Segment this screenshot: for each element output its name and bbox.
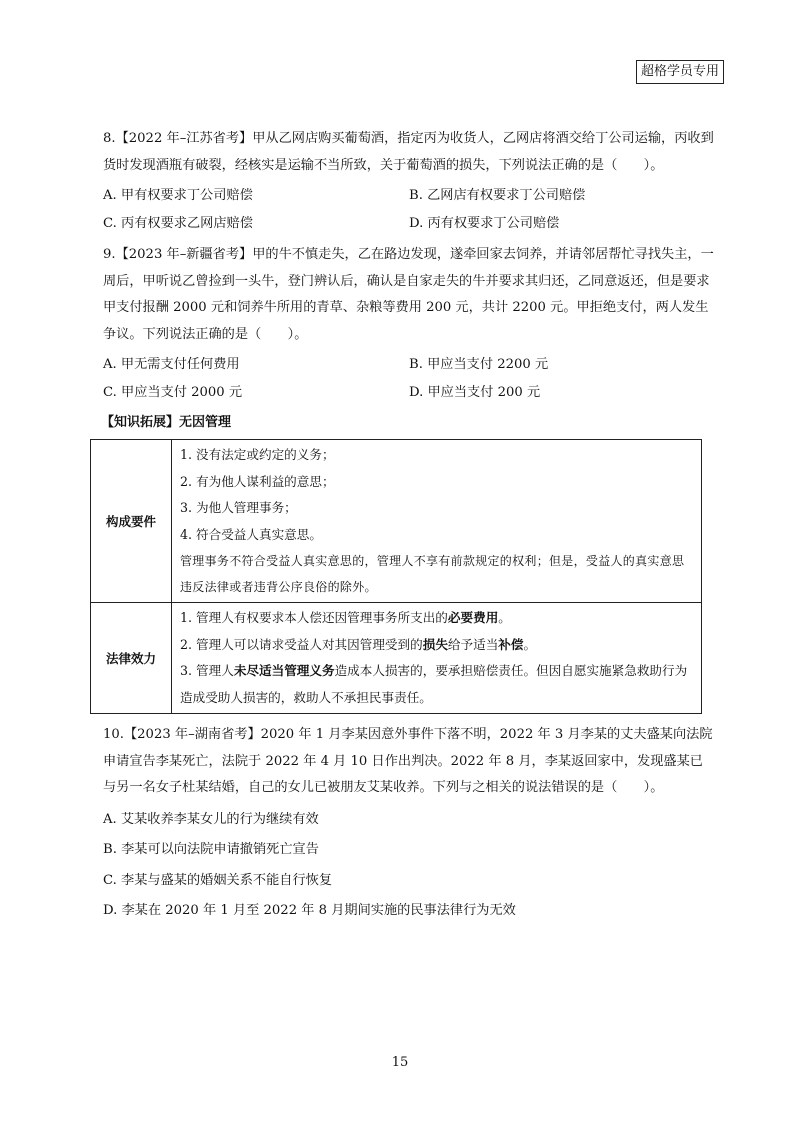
emphasis-text: 补偿 [498, 636, 524, 652]
question-10-option-c: C. 李某与盛某的婚姻关系不能自行恢复 [103, 872, 333, 888]
page-number: 15 [391, 1055, 409, 1070]
emphasis-text: 必要费用 [447, 610, 499, 625]
question-9-option-b: B. 甲应当支付 2200 元 [409, 357, 549, 372]
question-8-options [103, 182, 715, 238]
row-body-legal-effect [172, 603, 702, 714]
row-label-legal-effect: 法律效力 [91, 603, 172, 714]
effect-item-2: 2. 管理人可以请求受益人对其因管理受到的损失给予适当补偿。 [180, 636, 537, 652]
row-body-requirements [172, 440, 702, 603]
question-9-options [103, 351, 715, 407]
question-9-option-d: D. 甲应当支付 200 元 [409, 385, 541, 400]
question-10-options [103, 805, 715, 927]
knowledge-table [90, 439, 702, 714]
table-row [91, 603, 702, 714]
question-9-option-c: C. 甲应当支付 2000 元 [103, 385, 243, 400]
requirement-item: 3. 为他人管理事务； [180, 500, 297, 515]
requirement-item: 4. 符合受益人真实意思。 [180, 526, 322, 542]
requirement-item: 2. 有为他人谋利益的意思； [180, 473, 335, 489]
question-8-option-c: C. 丙有权要求乙网店赔偿 [103, 216, 253, 231]
question-10-option-b: B. 李某可以向法院申请撤销死亡宣告 [103, 842, 319, 857]
question-8-option-d: D. 丙有权要求丁公司赔偿 [409, 216, 560, 231]
question-9-text: 9.【2023 年–新疆省考】甲的牛不慎走失，乙在路边发现，遂牵回家去饲养，并请邻居帮忙寻找失主，一周后，甲听说乙曾捡到一头牛，登门辨认后，确认是自家走失的牛并要求其归还，乙同意返还，但是要求甲支付报酬 2000 元和饲养牛所用的青草、杂粮等费用 200 元，共计 2200 元。甲拒绝支付，两人发生争议。下列说法正确的是（ ）。 [103, 247, 714, 342]
knowledge-extension-title: 【知识拓展】无因管理 [101, 415, 232, 430]
question-10-option-a: A. 艾某收养李某女儿的行为继续有效 [103, 811, 319, 827]
emphasis-text: 未尽适当管理义务 [233, 663, 335, 678]
question-9-option-a: A. 甲无需支付任何费用 [103, 357, 240, 372]
question-8-text: 8.【2022 年–江苏省考】甲从乙网店购买葡萄酒，指定丙为收货人，乙网店将酒交给丁公司运输，丙收到货时发现酒瓶有破裂，经核实是运输不当所致，关于葡萄酒的损失，下列说法正确的是（ ）。 [103, 131, 714, 173]
requirement-item: 1. 没有法定或约定的义务； [180, 447, 335, 462]
emphasis-text: 损失 [422, 636, 448, 652]
question-10-text: 10.【2023 年–湖南省考】2020 年 1 月李某因意外事件下落不明，2022 年 3 月李某的丈夫盛某向法院申请宣告李某死亡，法院于 2022 年 4 月 10 日作出判决。2022 年 8 月，李某返回家中，发现盛某已与另一名女子杜某结婚，自己的女儿已被朋友艾某收养。下列与之相关的说法错误的是（ ）。 [103, 727, 713, 795]
effect-item-1: 1. 管理人有权要求本人偿还因管理事务所支出的必要费用。 [180, 610, 511, 625]
student-only-stamp: 超格学员专用 [636, 60, 724, 84]
effect-item-3: 3. 管理人未尽适当管理义务造成本人损害的，要承担赔偿责任。但因自愿实施紧急救助行为造成受助人损害的，救助人不承担民事责任。 [180, 663, 688, 705]
question-8-option-a: A. 甲有权要求丁公司赔偿 [103, 188, 253, 203]
page-content [103, 126, 715, 931]
question-8-option-b: B. 乙网店有权要求丁公司赔偿 [409, 188, 586, 203]
table-row [91, 440, 702, 603]
row-label-requirements: 构成要件 [91, 440, 172, 603]
question-10-option-d: D. 李某在 2020 年 1 月至 2022 年 8 月期间实施的民事法律行为无效 [103, 903, 516, 918]
requirement-note: 管理事务不符合受益人真实意思的，管理人不享有前款规定的权利；但是，受益人的真实意思违反法律或者违背公序良俗的除外。 [180, 554, 685, 594]
